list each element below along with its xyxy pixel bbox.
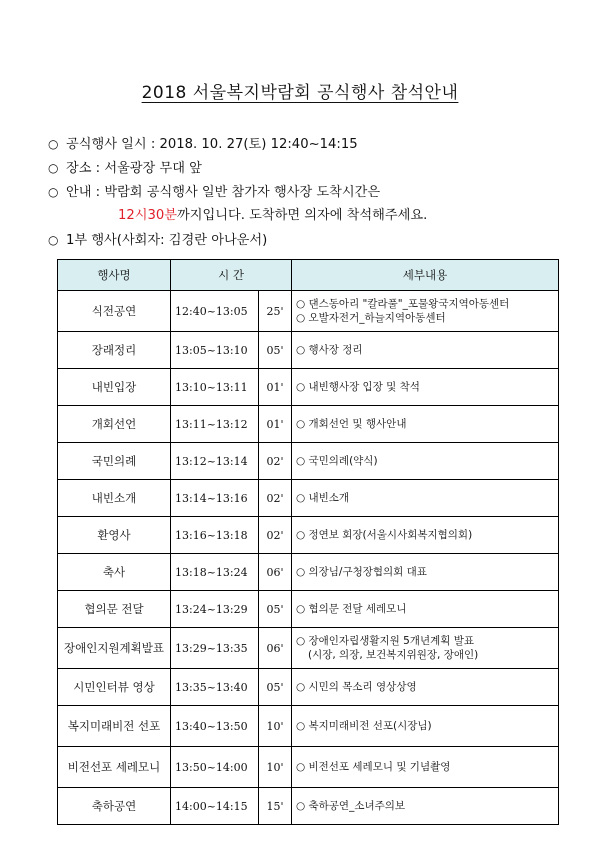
event-duration: 02' [259, 480, 292, 517]
event-duration: 06' [259, 628, 292, 669]
event-duration: 06' [259, 554, 292, 591]
event-name: 협의문 전달 [58, 591, 171, 628]
event-detail [292, 406, 559, 443]
event-duration: 10' [259, 747, 292, 788]
detail-line: ○ 의장님/구청장협의회 대표 [296, 566, 427, 578]
event-duration: 02' [259, 517, 292, 554]
table-row [58, 517, 559, 554]
event-time: 13:40~13:50 [171, 706, 259, 747]
detail-line: ○ 개회선언 및 행사안내 [296, 418, 407, 430]
bullet-icon: ○ [48, 137, 59, 151]
table-row [58, 443, 559, 480]
place-label: 장소 : [66, 161, 101, 176]
detail-line: ○ 행사장 정리 [296, 344, 363, 356]
event-time: 13:24~13:29 [171, 591, 259, 628]
event-detail [292, 747, 559, 788]
bullet-icon: ○ [48, 161, 59, 175]
detail-line: (시장, 의장, 보건복지위원장, 장애인) [308, 649, 479, 661]
schedule-table [57, 259, 559, 825]
event-detail [292, 554, 559, 591]
event-duration: 10' [259, 706, 292, 747]
place-line [48, 156, 568, 180]
header-name: 행사명 [58, 260, 171, 291]
detail-line: ○ 장애인자립생활지원 5개년계획 발표 [296, 635, 474, 647]
notice-text-2: 까지입니다. 도착하면 의자에 착석해주세요. [177, 208, 428, 223]
date-value: 2018. 10. 27(토) 12:40~14:15 [159, 137, 358, 152]
event-name: 축하공연 [58, 788, 171, 825]
detail-line: ○ 축하공연_소녀주의보 [296, 800, 406, 812]
event-time: 13:18~13:24 [171, 554, 259, 591]
notice-line [48, 180, 568, 204]
event-name: 복지미래비전 선포 [58, 706, 171, 747]
table-body [58, 291, 559, 825]
notice-label: 안내 : [66, 185, 101, 200]
notice-text: 박람회 공식행사 일반 참가자 행사장 도착시간은 [104, 185, 381, 200]
event-detail [292, 788, 559, 825]
place-value: 서울광장 무대 앞 [104, 161, 202, 176]
table-row [58, 591, 559, 628]
event-time: 13:50~14:00 [171, 747, 259, 788]
event-time: 13:12~13:14 [171, 443, 259, 480]
detail-line: ○ 협의문 전달 세레모니 [296, 603, 407, 615]
event-name: 내빈입장 [58, 369, 171, 406]
table-row [58, 480, 559, 517]
event-duration: 15' [259, 788, 292, 825]
date-label: 공식행사 일시 : [66, 137, 156, 152]
detail-line: ○ 내빈소개 [296, 492, 350, 504]
bullet-icon: ○ [48, 185, 59, 199]
event-detail [292, 669, 559, 706]
event-duration: 05' [259, 669, 292, 706]
event-duration: 25' [259, 291, 292, 332]
detail-line: ○ 정연보 회장(서울시사회복지협의회) [296, 529, 473, 541]
event-name: 비전선포 세레모니 [58, 747, 171, 788]
table-row [58, 788, 559, 825]
event-detail [292, 369, 559, 406]
table-row [58, 332, 559, 369]
event-name: 장래정리 [58, 332, 171, 369]
detail-line: ○ 댄스동아리 "칼라풀"_포물왕국지역아동센터 [296, 298, 510, 310]
event-duration: 05' [259, 332, 292, 369]
event-detail [292, 517, 559, 554]
event-duration: 02' [259, 443, 292, 480]
event-info [48, 132, 568, 252]
detail-line: ○ 내빈행사장 입장 및 착석 [296, 381, 420, 393]
event-duration: 05' [259, 591, 292, 628]
table-row [58, 406, 559, 443]
event-time: 13:35~13:40 [171, 669, 259, 706]
table-row [58, 369, 559, 406]
table-row [58, 628, 559, 669]
table-row [58, 706, 559, 747]
event-name: 내빈소개 [58, 480, 171, 517]
part-line [48, 228, 568, 252]
event-time: 13:10~13:11 [171, 369, 259, 406]
notice-line-2 [48, 204, 568, 228]
table-header-row [58, 260, 559, 291]
event-time: 14:00~14:15 [171, 788, 259, 825]
part-label: 1부 행사(사회자: 김경란 아나운서) [66, 233, 268, 248]
event-name: 식전공연 [58, 291, 171, 332]
event-time: 12:40~13:05 [171, 291, 259, 332]
table-row [58, 554, 559, 591]
arrival-time-highlight: 12시30분 [118, 208, 178, 223]
detail-line: ○ 복지미래비전 선포(시장님) [296, 720, 432, 732]
date-line [48, 132, 568, 156]
page-title: 2018 서울복지박람회 공식행사 참석안내 [141, 83, 459, 103]
event-time: 13:14~13:16 [171, 480, 259, 517]
event-time: 13:05~13:10 [171, 332, 259, 369]
event-detail [292, 480, 559, 517]
event-name: 국민의례 [58, 443, 171, 480]
event-time: 13:16~13:18 [171, 517, 259, 554]
event-detail [292, 628, 559, 669]
detail-line: ○ 오발자전거_하늘지역아동센터 [296, 312, 446, 324]
detail-line: ○ 비전선포 세레모니 및 기념촬영 [296, 761, 451, 773]
event-name: 장애인지원계획발표 [58, 628, 171, 669]
event-name: 환영사 [58, 517, 171, 554]
table-row [58, 747, 559, 788]
event-detail [292, 706, 559, 747]
table-row [58, 669, 559, 706]
header-time: 시 간 [171, 260, 292, 291]
detail-line: ○ 국민의례(약식) [296, 455, 378, 467]
table-row [58, 291, 559, 332]
bullet-icon: ○ [48, 233, 59, 247]
event-detail [292, 332, 559, 369]
header-detail: 세부내용 [292, 260, 559, 291]
event-duration: 01' [259, 369, 292, 406]
event-detail [292, 591, 559, 628]
event-detail [292, 291, 559, 332]
event-detail [292, 443, 559, 480]
event-name: 개회선언 [58, 406, 171, 443]
event-time: 13:29~13:35 [171, 628, 259, 669]
event-name: 축사 [58, 554, 171, 591]
event-time: 13:11~13:12 [171, 406, 259, 443]
detail-line: ○ 시민의 목소리 영상상영 [296, 681, 417, 693]
event-name: 시민인터뷰 영상 [58, 669, 171, 706]
event-duration: 01' [259, 406, 292, 443]
